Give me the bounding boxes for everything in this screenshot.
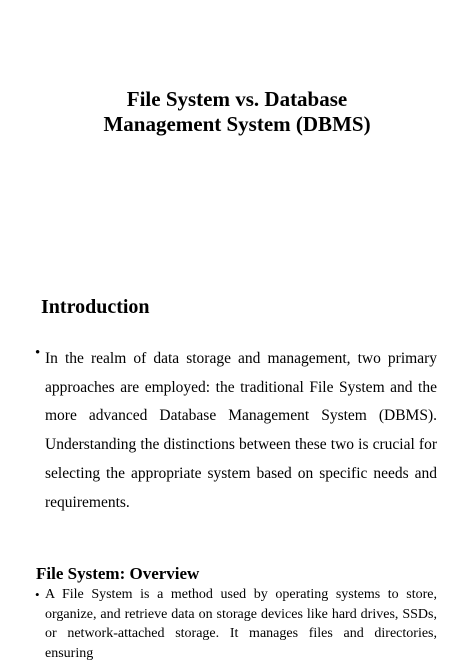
section-heading-introduction: Introduction [41,296,150,318]
page-title-line-1: File System vs. Database [126,87,348,111]
introduction-bullet-item [35,345,437,517]
bullet-icon: • [35,345,41,361]
file-system-paragraph: A File System is a method used by operating systems to store, organize, and retrieve data on storage devices like hard drives, SSDs, or network-attached storage. It manages files and directories, ensuring [45,587,437,661]
file-system-bullet-item [35,585,437,663]
section-heading-file-system-overview: File System: Overview [36,564,200,583]
introduction-paragraph: In the realm of data storage and management, two primary approaches are employed: the traditional File System and the more advanced Database Management System (DBMS). Understanding the distinctions between these two is crucial for selecting the appropriate system based on specific needs and requirements. [45,350,437,511]
bullet-icon: • [35,587,40,602]
page-title [0,87,474,137]
page-title-line-2: Management System (DBMS) [103,112,371,136]
